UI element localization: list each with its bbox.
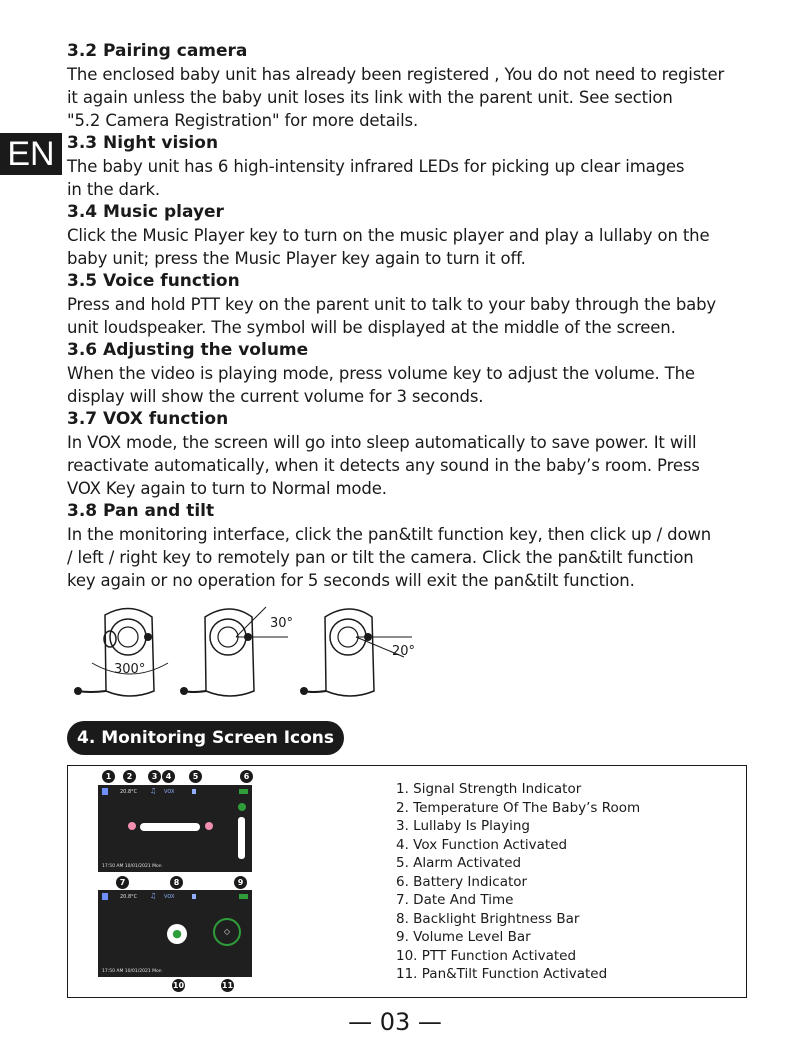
manual-text	[67, 40, 767, 592]
alarm-icon	[192, 789, 196, 794]
battery-icon	[239, 789, 248, 794]
legend-item: 6. Battery Indicator	[396, 873, 528, 890]
tilt-up-angle-label: 30°	[270, 616, 294, 631]
section-line: In VOX mode, the screen will go into sleep automatically to save power. It will	[67, 433, 697, 452]
section-4-title: 4. Monitoring Screen Icons	[67, 721, 344, 755]
pan-angle-label: 300°	[114, 662, 146, 677]
section-line: The enclosed baby unit has already been registered , You do not need to register	[67, 65, 725, 84]
legend-item: 4. Vox Function Activated	[396, 836, 568, 853]
section-3-3	[67, 132, 767, 201]
lullaby-icon: ♫	[150, 787, 157, 795]
section-heading: 3.8 Pan and tilt	[67, 501, 215, 521]
section-line: baby unit; press the Music Player key again to turn it off.	[67, 249, 526, 268]
temperature-text: 20.8°C	[120, 789, 138, 795]
badge-9: 9	[234, 876, 247, 889]
legend-item: 11. Pan&Tilt Function Activated	[396, 966, 608, 982]
section-3-4	[67, 201, 767, 270]
alarm-icon	[192, 894, 196, 899]
battery-icon	[239, 894, 248, 899]
section-heading: 3.7 VOX function	[67, 409, 229, 429]
badge-4: 4	[162, 770, 175, 783]
section-line: In the monitoring interface, click the pan&tilt function key, then click up / down	[67, 525, 712, 544]
ptt-microphone-icon: ●	[167, 924, 187, 944]
legend-item: 8. Backlight Brightness Bar	[396, 910, 580, 927]
camera-tilt-down-illustration	[300, 603, 420, 708]
section-line: When the video is playing mode, press volume key to adjust the volume. The	[67, 364, 695, 383]
badge-6: 6	[240, 770, 253, 783]
status-bar	[98, 785, 252, 799]
badge-2: 2	[123, 770, 136, 783]
section-heading: 3.5 Voice function	[67, 271, 240, 291]
section-heading: 3.2 Pairing camera	[67, 41, 248, 61]
vox-text: VOX	[164, 894, 175, 900]
badge-11: 11	[221, 981, 234, 990]
camera-pan-illustration	[70, 603, 180, 708]
vox-text: VOX	[164, 789, 175, 795]
date-time-text: 17:50 AM 10/01/2021 Mon	[102, 864, 162, 869]
section-line: unit loudspeaker. The symbol will be displayed at the middle of the screen.	[67, 318, 676, 337]
page-number: — 03 —	[348, 1008, 442, 1036]
legend-item: 9. Volume Level Bar	[396, 929, 531, 945]
legend-item: 2. Temperature Of The Baby’s Room	[396, 799, 641, 816]
section-line: reactivate automatically, when it detects any sound in the baby’s room. Press	[67, 456, 700, 475]
section-line: The baby unit has 6 high-intensity infrared LEDs for picking up clear images	[67, 157, 685, 176]
temperature-text: 20.8°C	[120, 894, 138, 900]
badge-10: 10	[172, 981, 185, 990]
signal-strength-icon	[102, 788, 112, 795]
brightness-low-icon	[128, 822, 136, 830]
badge-1: 1	[102, 770, 115, 783]
tilt-down-angle-label: 20°	[392, 644, 416, 659]
section-3-6	[67, 339, 767, 408]
legend-item: 10. PTT Function Activated	[396, 947, 577, 964]
badge-7: 7	[116, 876, 129, 889]
section-line: VOX Key again to turn to Normal mode.	[67, 479, 387, 498]
badge-3: 3	[148, 770, 161, 783]
section-3-8	[67, 500, 767, 592]
badge-5: 5	[189, 770, 202, 783]
status-bar	[98, 890, 252, 904]
volume-bar	[238, 817, 245, 859]
language-tab: EN	[0, 133, 62, 175]
legend-item: 7. Date And Time	[396, 892, 514, 908]
section-heading: 3.6 Adjusting the volume	[67, 340, 309, 360]
brightness-high-icon	[205, 822, 213, 830]
section-line: "5.2 Camera Registration" for more details.	[67, 111, 419, 130]
date-time-text: 17:50 AM 10/01/2021 Mon	[102, 969, 162, 974]
section-line: in the dark.	[67, 180, 160, 199]
section-line: / left / right key to remotely pan or tilt the camera. Click the pan&tilt function	[67, 548, 694, 567]
section-3-5	[67, 270, 767, 339]
section-heading: 3.3 Night vision	[67, 133, 219, 153]
section-line: Click the Music Player key to turn on the music player and play a lullaby on the	[67, 226, 710, 245]
lullaby-icon: ♫	[150, 892, 157, 900]
icon-legend-list	[396, 780, 640, 984]
section-line: Press and hold PTT key on the parent unit to talk to your baby through the baby	[67, 295, 717, 314]
volume-icon	[238, 803, 246, 811]
camera-tilt-up-illustration	[180, 603, 300, 708]
section-line: it again unless the baby unit loses its link with the parent unit. See section	[67, 88, 673, 107]
section-line: key again or no operation for 5 seconds will exit the pan&tilt function.	[67, 571, 635, 590]
brightness-bar	[140, 823, 200, 831]
camera-illustrations	[60, 603, 420, 708]
section-line: display will show the current volume for 3 seconds.	[67, 387, 484, 406]
pan-tilt-control-icon: ◇	[213, 918, 241, 946]
legend-item: 1. Signal Strength Indicator	[396, 781, 582, 797]
legend-item: 3. Lullaby Is Playing	[396, 818, 530, 834]
monitoring-icons-panel	[67, 765, 747, 998]
section-3-2	[67, 40, 767, 132]
legend-item: 5. Alarm Activated	[396, 855, 522, 871]
badge-8: 8	[170, 876, 183, 889]
monitor-screen-ptt	[98, 890, 252, 977]
section-3-7	[67, 408, 767, 500]
monitor-screen-main	[98, 785, 252, 872]
signal-strength-icon	[102, 893, 112, 900]
section-heading: 3.4 Music player	[67, 202, 224, 222]
